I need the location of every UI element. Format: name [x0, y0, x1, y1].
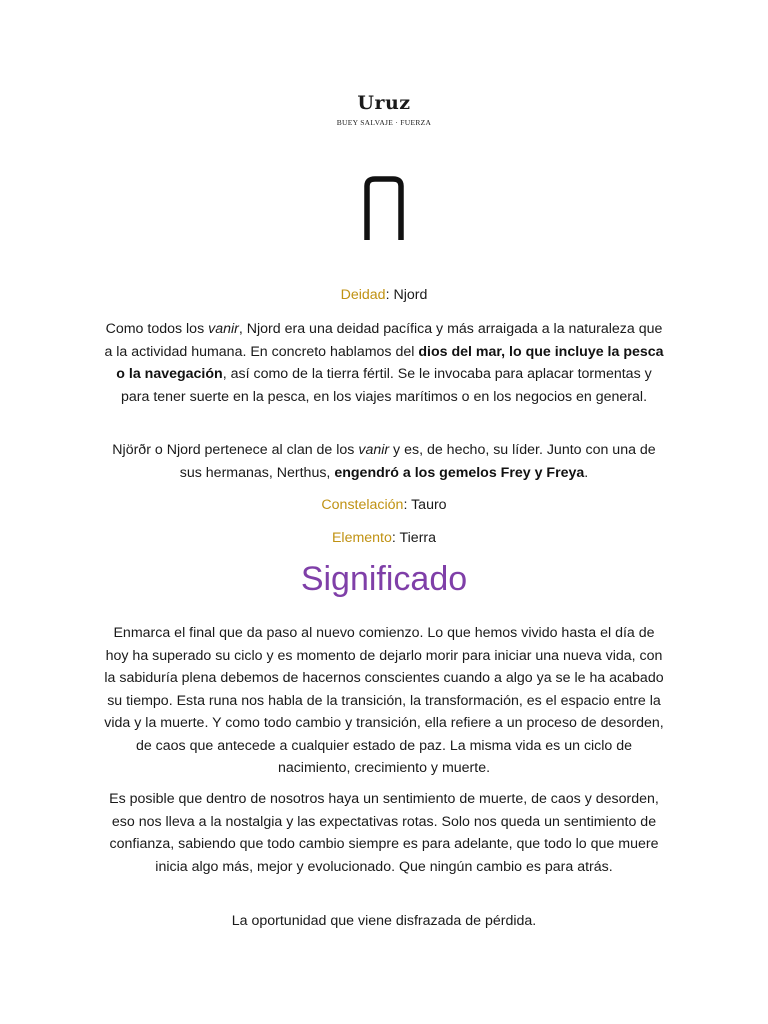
page-subtitle: BUEY SALVAJE · FUERZA — [336, 118, 432, 127]
elemento-value: : Tierra — [391, 530, 437, 546]
paragraph-text: Enmarca el final que da paso al nuevo comienzo. Lo que hemos vivido hasta el día de hoy ha superado su ciclo y es momento de dejarlo morir para iniciar una nueva vida, con la sabiduría plena debemos de hacernos conscientes cuando a algo ya se le ha acabado su tiempo. Esta runa nos habla de la transición, la transformación, es el espacio entre la vida y la muerte. Y como todo cambio y transición, ella refiere a un proceso de desorden, de caos que antecede a cualquier estado de paz. La misma vida es un ciclo de nacimiento, crecimiento y muerte. — [104, 625, 664, 776]
constelacion-line — [104, 494, 664, 517]
text-run: , Njord era una deidad pacífica y más arraigada a la naturaleza que a la actividad humana. En concreto hablamos del — [104, 321, 663, 360]
text-run-italic: vanir — [358, 442, 390, 458]
text-run: y es, de hecho, su líder. Junto con una de sus hermanas, Nerthus, — [179, 442, 656, 481]
paragraph-njord-clan — [104, 439, 664, 484]
deidad-label: Deidad — [340, 287, 386, 303]
paragraph-text: Es posible que dentro de nosotros haya un sentimiento de muerte, de caos y desorden, eso nos lleva a la nostalgia y las expectativas rotas. Solo nos queda un sentimiento de confianza, sabiendo que todo cambio siempre es para adelante, que todo lo que muere inicia algo más, mejor y evolucionado. Que ningún cambio es para atrás. — [109, 791, 659, 875]
elemento-label: Elemento — [331, 530, 392, 546]
paragraph-significado-2 — [104, 788, 664, 878]
deidad-value: : Njord — [385, 287, 428, 303]
text-run: Njörðr o Njord pertenece al clan de los — [112, 442, 359, 458]
paragraph-significado-3 — [104, 910, 664, 933]
text-run: Como todos los — [105, 321, 209, 337]
deidad-line — [104, 284, 664, 307]
paragraph-njord-description — [104, 318, 664, 408]
text-run-emphasis: engendró a los gemelos Frey y Freya — [334, 464, 585, 481]
elemento-line — [104, 527, 664, 550]
paragraph-text: La oportunidad que viene disfrazada de pérdida. — [231, 913, 537, 929]
text-run: . — [584, 464, 589, 481]
paragraph-significado-1 — [104, 622, 664, 780]
page-title: Uruz — [357, 92, 411, 114]
text-run-emphasis: dios del mar, lo que incluye la pesca o la navegación — [116, 343, 664, 382]
text-run: , así como de la tierra fértil. Se le invocaba para aplacar tormentas y para tener suerte en la pesca, en los viajes marítimos o en los negocios en general. — [120, 366, 652, 405]
constelacion-value: : Tauro — [403, 497, 447, 513]
section-heading-significado: Significado — [300, 560, 468, 598]
text-run-italic: vanir — [208, 321, 239, 337]
constelacion-label: Constelación — [321, 497, 404, 513]
uruz-rune-icon — [363, 176, 405, 242]
